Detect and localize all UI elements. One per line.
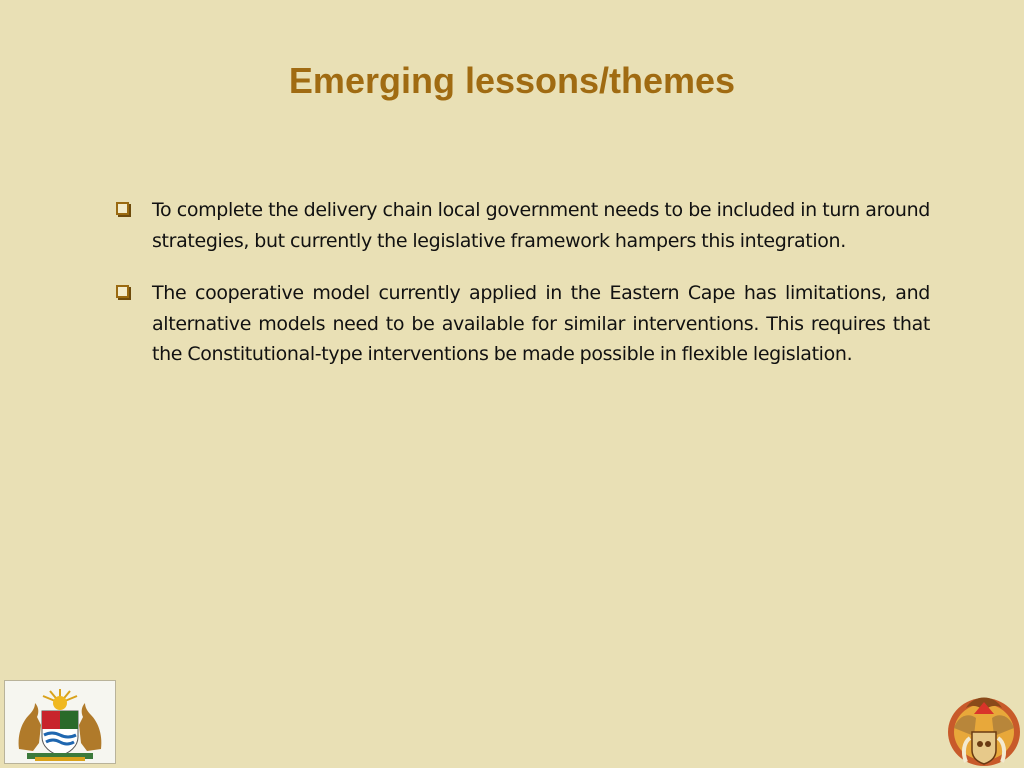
bullet-item <box>116 195 930 256</box>
checkbox-bullet-icon <box>116 285 129 298</box>
south-africa-coat-of-arms-icon <box>944 688 1024 768</box>
checkbox-bullet-icon <box>116 202 129 215</box>
eastern-cape-coat-of-arms-icon <box>4 680 116 764</box>
bullet-item <box>116 278 930 370</box>
slide-title: Emerging lessons/themes <box>288 60 736 101</box>
bullet-text: The cooperative model currently applied in the Eastern Cape has limitations, and alternative models need to be available for similar interventions. This requires that the Constitutional-type interventions be made possible in flexible legislation. <box>152 282 930 365</box>
bullet-list <box>116 195 930 392</box>
bullet-text: To complete the delivery chain local government needs to be included in turn around strategies, but currently the legislative framework hampers this integration. <box>152 199 930 252</box>
